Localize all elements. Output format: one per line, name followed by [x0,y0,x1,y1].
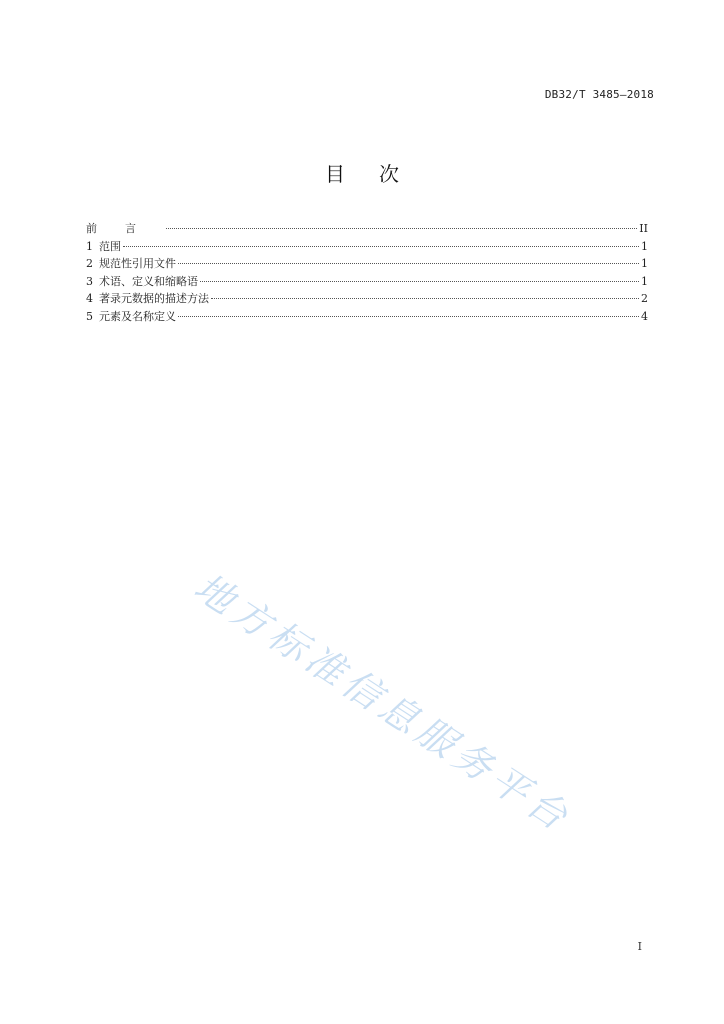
toc-entry-elements-names[interactable] [86,308,648,326]
toc-entry-number: 3 [86,274,93,288]
toc-leader-dots [178,263,639,264]
toc-leader-dots [123,246,639,247]
page-number: I [637,940,642,953]
toc-leader-dots [166,228,637,229]
table-of-contents [86,220,648,326]
toc-entry-label: 前言 [86,222,164,235]
toc-entry-scope[interactable] [86,238,648,256]
toc-entry-page: 1 [641,239,648,253]
toc-title: 目次 [325,162,433,186]
toc-entry-number: 2 [86,257,93,271]
standard-code: DB32/T 3485—2018 [544,88,654,101]
toc-entry-page: II [639,222,648,235]
toc-entry-terms-definitions[interactable] [86,273,648,291]
toc-entry-page: 1 [641,274,648,288]
toc-entry-label: 术语、定义和缩略语 [99,274,198,288]
toc-entry-number: 1 [86,239,93,253]
toc-entry-page: 1 [641,257,648,271]
watermark: 地方标准信息服务平台 [186,564,580,842]
toc-entry-label: 规范性引用文件 [99,257,176,271]
toc-entry-normative-references[interactable] [86,255,648,273]
toc-entry-page: 4 [641,309,648,323]
toc-entry-number: 4 [86,292,93,306]
toc-leader-dots [200,281,639,282]
toc-entry-label: 著录元数据的描述方法 [99,292,209,306]
toc-entry-label: 范围 [99,239,121,253]
toc-entry-metadata-description[interactable] [86,290,648,308]
toc-entry-label: 元素及名称定义 [99,309,176,323]
toc-leader-dots [178,316,639,317]
toc-entry-page: 2 [641,292,648,306]
toc-leader-dots [211,298,639,299]
toc-entry-number: 5 [86,309,93,323]
toc-entry-foreword[interactable] [86,220,648,238]
